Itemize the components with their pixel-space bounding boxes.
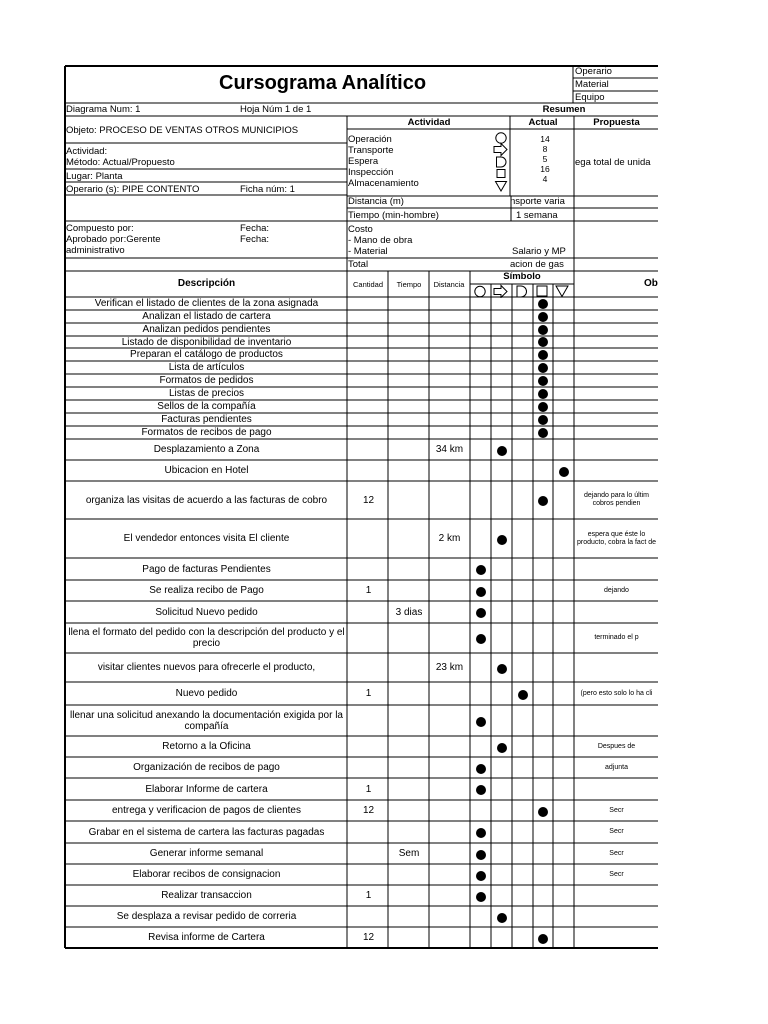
row-observation <box>575 439 658 460</box>
row-distance <box>429 601 470 623</box>
row-distance: 34 km <box>435 444 464 455</box>
storage-triangle-icon <box>496 182 507 192</box>
row-time <box>389 821 429 843</box>
row-symbol-mark <box>497 446 507 456</box>
row-description: Listas de precios <box>168 388 245 399</box>
row-observation: dejando para lo últim cobros pendien <box>584 492 649 507</box>
row-observation <box>575 336 658 348</box>
row-distance <box>429 460 470 481</box>
row-distance <box>429 336 470 348</box>
row-distance <box>429 310 470 323</box>
row-observation: (pero esto solo lo ha cli <box>580 689 653 697</box>
row-quantity: 12 <box>362 805 375 816</box>
row-time <box>389 400 429 413</box>
row-observation <box>575 413 658 426</box>
row-quantity <box>348 374 389 387</box>
row-distance <box>429 400 470 413</box>
row-observation <box>575 705 658 736</box>
row-time <box>389 705 429 736</box>
row-quantity <box>348 400 389 413</box>
row-quantity <box>348 426 389 439</box>
row-quantity: 1 <box>365 783 372 795</box>
row-symbol-mark <box>538 337 548 347</box>
row-observation <box>575 653 658 682</box>
row-quantity <box>348 310 389 323</box>
row-distance <box>429 361 470 374</box>
inspection-column-icon <box>537 286 547 296</box>
row-observation: espera que éste lo producto, cobra la fact de <box>577 530 656 546</box>
row-observation <box>575 558 658 580</box>
row-observation <box>575 885 658 906</box>
row-symbol-mark <box>538 312 548 322</box>
row-observation <box>575 387 658 400</box>
row-distance <box>429 821 470 843</box>
place-text: Lugar: Planta <box>66 171 123 182</box>
row-symbol-mark <box>538 299 548 309</box>
row-quantity <box>348 843 389 864</box>
approved-by-role: administrativo <box>66 245 125 256</box>
summary-activity-header: Actividad <box>407 117 451 128</box>
summary-title: Resumen <box>542 104 586 115</box>
row-quantity <box>348 864 389 885</box>
row-distance <box>429 778 470 800</box>
storage-column-icon <box>556 286 568 297</box>
row-observation: Secr <box>609 870 624 878</box>
row-distance <box>429 623 470 653</box>
row-observation <box>575 297 658 310</box>
summary-activity-storage: Almacenamiento <box>348 178 419 189</box>
row-quantity <box>348 601 389 623</box>
row-symbol-mark <box>476 850 486 860</box>
row-description: Pago de facturas Pendientes <box>142 563 271 575</box>
row-distance <box>429 481 470 519</box>
row-symbol-mark <box>538 325 548 335</box>
row-description: llena el formato del pedido con la descripción del producto y el precio <box>68 627 345 649</box>
distance-actual: nsporte varia <box>510 196 565 207</box>
diagram-number: Diagrama Num: 1 <box>66 104 141 115</box>
row-time <box>389 336 429 348</box>
row-symbol-mark <box>559 467 569 477</box>
row-symbol-mark <box>497 664 507 674</box>
row-time <box>389 927 429 948</box>
row-description: Desplazamiento a Zona <box>153 444 260 455</box>
row-time <box>389 297 429 310</box>
time-label: Tiempo (min-hombre) <box>348 210 439 221</box>
row-observation <box>575 460 658 481</box>
row-time <box>389 323 429 336</box>
row-description: Listado de disponibilidad de inventario <box>121 336 292 348</box>
row-observation <box>575 426 658 439</box>
row-description: Realizar transaccion <box>161 890 252 901</box>
row-quantity <box>348 413 389 426</box>
summary-activity-transport: Transporte <box>348 145 394 156</box>
row-time <box>389 460 429 481</box>
row-time: Sem <box>398 848 420 859</box>
row-description: llenar una solicitud anexando la documentación exigida por la compañía <box>70 709 343 732</box>
row-description: Verifican el listado de clientes de la zona asignada <box>94 298 319 309</box>
row-symbol-mark <box>538 363 548 373</box>
row-quantity <box>348 361 389 374</box>
summary-activity-wait: Espera <box>348 156 379 167</box>
row-description: Solicitud Nuevo pedido <box>155 606 258 618</box>
row-description: Formatos de recibos de pago <box>141 427 272 438</box>
row-observation <box>575 374 658 387</box>
summary-proposed-header: Propuesta <box>593 117 640 128</box>
row-quantity <box>348 623 389 653</box>
row-observation <box>575 906 658 927</box>
row-symbol-mark <box>538 428 548 438</box>
row-time <box>389 885 429 906</box>
row-quantity <box>348 439 389 460</box>
row-time: 3 dias <box>395 606 423 618</box>
summary-activity-inspection: Inspección <box>348 167 394 178</box>
summary-activity-operation: Operación <box>348 134 392 145</box>
row-observation <box>575 323 658 336</box>
total-label: Total <box>348 259 369 270</box>
row-description: Analizan pedidos pendientes <box>142 324 271 335</box>
row-symbol-mark <box>538 807 548 817</box>
row-time <box>389 778 429 800</box>
time-header: Tiempo <box>396 280 422 289</box>
row-symbol-mark <box>476 785 486 795</box>
row-quantity <box>348 519 389 558</box>
row-description: organiza las visitas de acuerdo a las facturas de cobro <box>85 494 328 506</box>
row-distance <box>429 682 470 705</box>
page-title: Cursograma Analítico <box>219 72 427 94</box>
sheet-number: Hoja Núm 1 de 1 <box>240 104 312 115</box>
row-time <box>389 439 429 460</box>
row-description: visitar clientes nuevos para ofrecerle el producto, <box>97 662 316 673</box>
cost-label: Costo <box>348 224 373 235</box>
row-observation: Secr <box>609 806 624 814</box>
row-time <box>389 426 429 439</box>
row-distance <box>429 800 470 821</box>
row-time <box>389 757 429 778</box>
row-distance <box>429 705 470 736</box>
row-symbol-mark <box>476 828 486 838</box>
top-right-label-2: Material <box>575 79 609 90</box>
row-observation <box>575 601 658 623</box>
row-description: Se desplaza a revisar pedido de correria <box>116 911 297 922</box>
row-symbol-mark <box>476 565 486 575</box>
row-symbol-mark <box>497 535 507 545</box>
ficha-text: Ficha núm: 1 <box>240 184 295 195</box>
row-time <box>389 864 429 885</box>
symbol-header: Símbolo <box>503 271 541 282</box>
row-distance <box>429 843 470 864</box>
row-time <box>389 682 429 705</box>
row-distance <box>429 323 470 336</box>
row-symbol-mark <box>476 717 486 727</box>
actual-storage: 4 <box>542 174 548 184</box>
row-distance <box>429 374 470 387</box>
row-symbol-mark <box>476 764 486 774</box>
row-time <box>389 653 429 682</box>
proposed-note: ega total de unida <box>575 157 651 168</box>
row-quantity: 1 <box>365 688 372 699</box>
row-symbol-mark <box>538 402 548 412</box>
row-time <box>389 387 429 400</box>
actual-transport: 8 <box>542 144 548 154</box>
total-actual: acion de gas <box>510 259 564 270</box>
row-description: Facturas pendientes <box>161 414 252 425</box>
row-description: Ubicacion en Hotel <box>164 465 249 476</box>
row-distance: 23 km <box>435 662 464 673</box>
row-time <box>389 800 429 821</box>
operation-column-icon <box>475 286 485 296</box>
row-description: Formatos de pedidos <box>159 375 254 386</box>
row-description: Generar informe semanal <box>149 848 264 859</box>
row-observation: terminado el p <box>594 634 639 641</box>
wait-d-icon <box>497 157 507 167</box>
wait-column-icon <box>517 286 527 297</box>
row-time <box>389 623 429 653</box>
summary-actual-header: Actual <box>528 117 558 128</box>
row-quantity <box>348 387 389 400</box>
row-symbol-mark <box>476 634 486 644</box>
description-header: Descripción <box>177 278 236 289</box>
row-symbol-mark <box>476 587 486 597</box>
date-label-1: Fecha: <box>240 223 270 234</box>
row-observation: Despues de <box>597 742 636 750</box>
transport-column-icon <box>494 286 507 298</box>
actual-operation: 14 <box>540 134 550 144</box>
row-quantity <box>348 757 389 778</box>
row-quantity <box>348 348 389 361</box>
row-symbol-mark <box>476 871 486 881</box>
symbol-header-icons <box>470 284 574 298</box>
row-symbol-mark <box>476 608 486 618</box>
row-description: Retorno a la Oficina <box>162 741 251 752</box>
activity-text: Actividad: <box>66 146 108 157</box>
row-quantity <box>348 736 389 757</box>
distance-label: Distancia (m) <box>348 196 404 207</box>
row-description: Preparan el catálogo de productos <box>130 349 283 360</box>
row-symbol-mark <box>476 892 486 902</box>
row-description: Se realiza recibo de Pago <box>149 585 264 596</box>
row-distance <box>429 864 470 885</box>
row-observation: adjunta <box>605 763 628 771</box>
row-distance <box>429 906 470 927</box>
row-description: Lista de artículos <box>168 362 245 373</box>
row-symbol-mark <box>538 376 548 386</box>
inspection-square-icon <box>497 170 505 178</box>
row-quantity <box>348 460 389 481</box>
row-symbol-mark <box>538 389 548 399</box>
row-quantity <box>348 297 389 310</box>
row-description: Analizan el listado de cartera <box>142 311 271 322</box>
row-description: Nuevo pedido <box>175 688 238 699</box>
row-time <box>389 374 429 387</box>
quantity-header: Cantidad <box>352 280 384 289</box>
cost-material-actual: Salario y MP <box>512 246 566 257</box>
row-symbol-mark <box>538 934 548 944</box>
observations-header: Ob <box>644 278 658 289</box>
row-time <box>389 558 429 580</box>
row-symbol-mark <box>538 415 548 425</box>
row-distance <box>429 426 470 439</box>
row-description: El vendedor entonces visita El cliente <box>123 533 290 544</box>
row-symbol-mark <box>497 743 507 753</box>
row-distance <box>429 757 470 778</box>
top-right-label-1: Operario <box>575 66 612 77</box>
row-observation <box>575 348 658 361</box>
row-observation <box>575 927 658 948</box>
row-symbol-mark <box>497 913 507 923</box>
row-observation: Secr <box>609 828 624 835</box>
row-quantity: 1 <box>365 585 372 596</box>
row-distance <box>429 413 470 426</box>
row-distance: 2 km <box>438 533 461 544</box>
row-quantity <box>348 821 389 843</box>
row-quantity <box>348 653 389 682</box>
row-observation: Secr <box>609 849 624 857</box>
row-time <box>389 736 429 757</box>
row-time <box>389 481 429 519</box>
row-quantity: 12 <box>362 494 375 506</box>
transport-arrow-icon <box>494 144 507 156</box>
cost-labor-label: - Mano de obra <box>348 235 413 246</box>
row-observation <box>575 400 658 413</box>
row-quantity: 1 <box>365 890 372 901</box>
row-quantity <box>348 336 389 348</box>
row-observation: dejando <box>604 586 629 594</box>
row-quantity <box>348 906 389 927</box>
row-observation <box>575 778 658 800</box>
row-description: Elaborar recibos de consignacion <box>132 869 281 880</box>
row-distance <box>429 736 470 757</box>
time-actual: 1 semana <box>516 210 558 221</box>
row-description: Sellos de la compañía <box>157 401 256 412</box>
row-observation <box>575 310 658 323</box>
row-distance <box>429 297 470 310</box>
row-distance <box>429 558 470 580</box>
row-quantity <box>348 705 389 736</box>
actual-wait: 5 <box>542 154 548 164</box>
method-text: Método: Actual/Propuesto <box>66 157 175 168</box>
row-quantity <box>348 558 389 580</box>
row-time <box>389 519 429 558</box>
actual-inspection: 16 <box>540 164 550 174</box>
row-time <box>389 413 429 426</box>
row-description: entrega y verificacion de pagos de clientes <box>111 805 301 816</box>
row-distance <box>429 387 470 400</box>
row-time <box>389 361 429 374</box>
row-symbol-mark <box>538 496 548 506</box>
row-quantity <box>348 323 389 336</box>
approved-by: Aprobado por:Gerente <box>66 234 161 245</box>
row-time <box>389 310 429 323</box>
distance-header: Distancia <box>433 280 465 289</box>
row-symbol-mark <box>518 690 528 700</box>
row-distance <box>429 927 470 948</box>
row-distance <box>429 348 470 361</box>
row-distance <box>429 580 470 601</box>
object-text: Objeto: PROCESO DE VENTAS OTROS MUNICIPIOS <box>66 125 299 136</box>
row-description: Revisa informe de Cartera <box>148 932 265 943</box>
date-label-2: Fecha: <box>240 234 270 245</box>
row-time <box>389 906 429 927</box>
cost-material-label: - Material <box>348 246 388 257</box>
row-observation <box>575 361 658 374</box>
row-description: Organización de recibos de pago <box>133 762 280 773</box>
row-symbol-mark <box>538 350 548 360</box>
row-description: Grabar en el sistema de cartera las facturas pagadas <box>88 826 325 838</box>
composed-by: Compuesto por: <box>66 223 134 234</box>
top-right-label-3: Equipo <box>575 92 605 103</box>
row-time <box>389 580 429 601</box>
row-description: Elaborar Informe de cartera <box>145 783 268 795</box>
operator-text: Operario (s): PIPE CONTENTO <box>66 184 200 195</box>
row-quantity: 12 <box>362 932 375 943</box>
row-distance <box>429 885 470 906</box>
row-time <box>389 348 429 361</box>
summary-symbols <box>491 131 511 193</box>
operation-icon <box>496 133 506 143</box>
